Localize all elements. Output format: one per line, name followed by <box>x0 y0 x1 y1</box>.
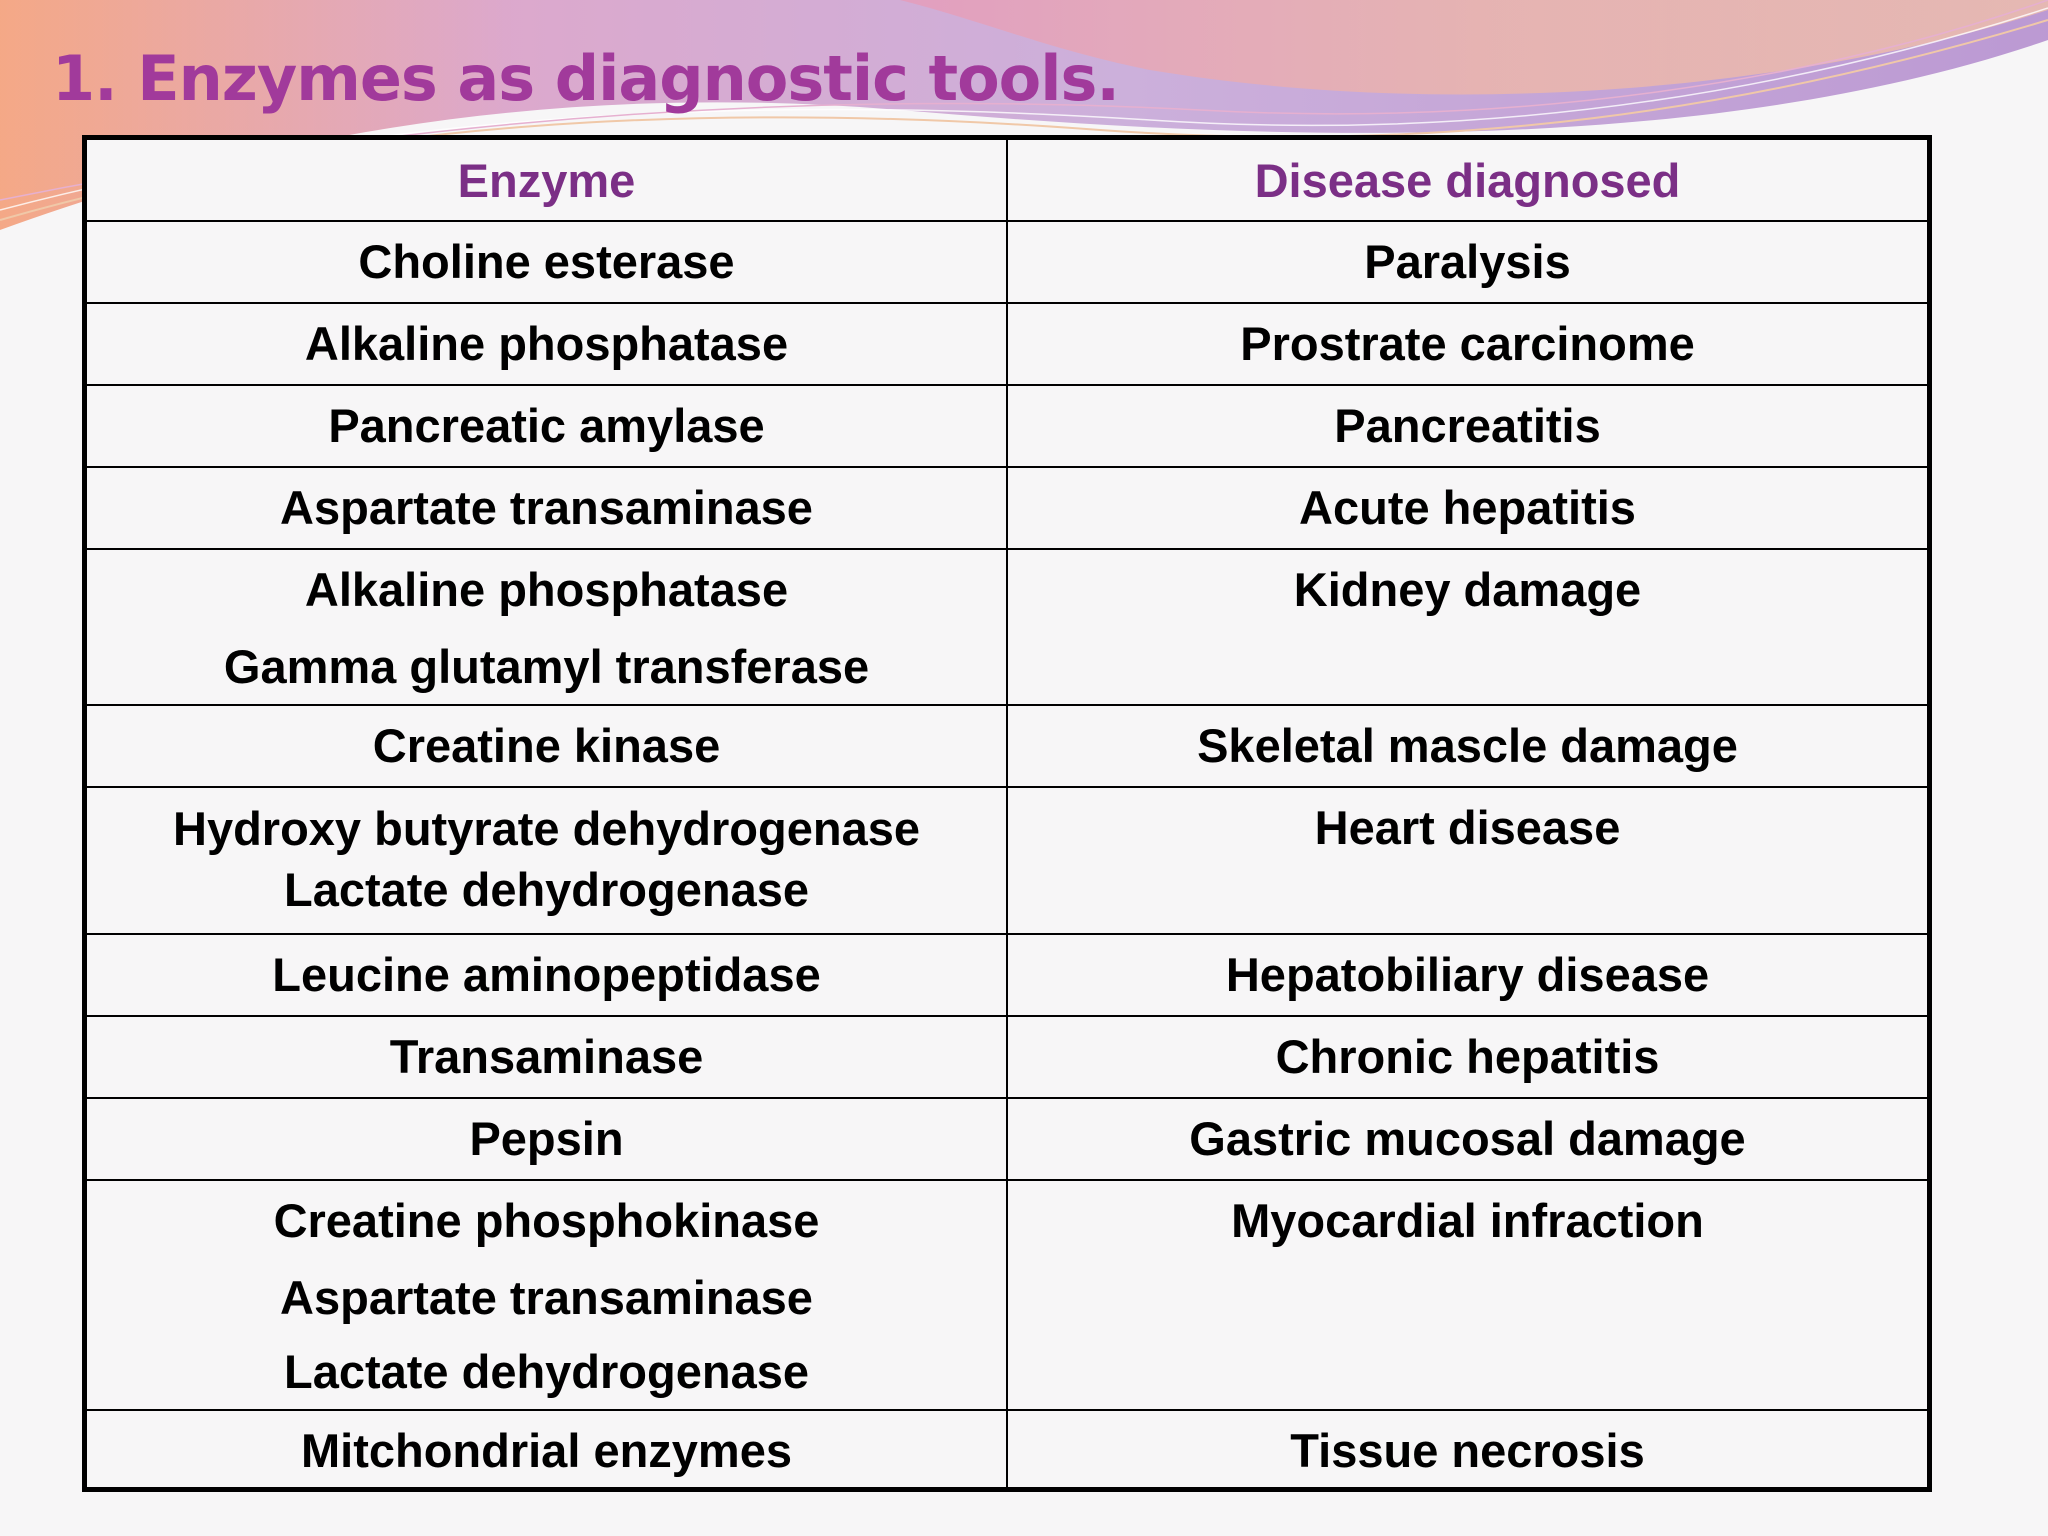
disease-name: Tissue necrosis <box>1290 1424 1645 1477</box>
enzyme-name: Creatine phosphokinase <box>273 1194 820 1247</box>
enzyme-name: Lactate dehydrogenase <box>283 863 809 916</box>
table-row <box>87 549 1927 705</box>
enzyme-name: Alkaline phosphatase <box>304 563 789 616</box>
table-row <box>87 221 1927 303</box>
disease-cell <box>1007 1098 1927 1180</box>
table-row <box>87 787 1927 934</box>
table-row <box>87 303 1927 385</box>
disease-cell <box>1007 1410 1927 1491</box>
disease-name: Acute hepatitis <box>1299 481 1636 534</box>
enzyme-name: Choline esterase <box>358 235 735 288</box>
enzyme-name: Lactate dehydrogenase <box>283 1345 809 1398</box>
enzyme-cell <box>87 787 1007 934</box>
disease-cell <box>1007 934 1927 1016</box>
enzyme-disease-table <box>82 135 1932 1492</box>
disease-name: Heart disease <box>1314 801 1621 854</box>
table-row <box>87 1098 1927 1180</box>
disease-cell <box>1007 705 1927 787</box>
disease-cell <box>1007 303 1927 385</box>
enzyme-cell <box>87 221 1007 303</box>
disease-name: Chronic hepatitis <box>1275 1030 1660 1083</box>
table-row <box>87 934 1927 1016</box>
disease-cell <box>1007 221 1927 303</box>
enzyme-cell <box>87 385 1007 467</box>
table-row <box>87 1016 1927 1098</box>
enzyme-name: Aspartate transaminase <box>280 1271 813 1324</box>
enzyme-cell <box>87 303 1007 385</box>
enzyme-name: Gamma glutamyl transferase <box>223 640 870 693</box>
disease-cell <box>1007 467 1927 549</box>
enzyme-cell <box>87 705 1007 787</box>
disease-cell <box>1007 549 1927 705</box>
disease-name: Hepatobiliary disease <box>1225 948 1710 1001</box>
disease-cell <box>1007 787 1927 934</box>
enzyme-name: Hydroxy butyrate dehydrogenase <box>173 802 920 855</box>
enzyme-cell <box>87 549 1007 705</box>
enzyme-name: Pepsin <box>469 1112 624 1165</box>
enzyme-cell <box>87 467 1007 549</box>
enzyme-name: Alkaline phosphatase <box>304 317 789 370</box>
table-header-row <box>87 140 1927 221</box>
disease-name: Gastric mucosal damage <box>1189 1112 1746 1165</box>
disease-cell <box>1007 385 1927 467</box>
table-row <box>87 1410 1927 1491</box>
enzyme-cell <box>87 1098 1007 1180</box>
enzyme-cell <box>87 934 1007 1016</box>
table-row <box>87 385 1927 467</box>
header-enzyme: Enzyme <box>87 140 1007 221</box>
enzyme-name: Leucine aminopeptidase <box>272 948 821 1001</box>
disease-name: Myocardial infraction <box>1231 1194 1704 1247</box>
enzyme-name: Mitchondrial enzymes <box>301 1424 792 1477</box>
disease-name: Kidney damage <box>1293 563 1642 616</box>
enzyme-name: Transaminase <box>389 1030 704 1083</box>
disease-name: Paralysis <box>1364 235 1571 288</box>
disease-name: Pancreatitis <box>1334 399 1601 452</box>
enzyme-name: Aspartate transaminase <box>280 481 813 534</box>
table <box>87 140 1927 1491</box>
disease-name: Prostrate carcinome <box>1240 317 1695 370</box>
enzyme-cell <box>87 1410 1007 1491</box>
table-row <box>87 1180 1927 1410</box>
disease-cell <box>1007 1016 1927 1098</box>
enzyme-cell <box>87 1016 1007 1098</box>
enzyme-cell <box>87 1180 1007 1410</box>
table-row <box>87 705 1927 787</box>
disease-cell <box>1007 1180 1927 1410</box>
disease-name: Skeletal mascle damage <box>1197 719 1738 772</box>
header-disease-diagnosed: Disease diagnosed <box>1007 140 1927 221</box>
slide-title: 1. Enzymes as diagnostic tools. <box>52 42 1119 115</box>
enzyme-name: Pancreatic amylase <box>328 399 765 452</box>
enzyme-name: Creatine kinase <box>372 719 721 772</box>
table-row <box>87 467 1927 549</box>
